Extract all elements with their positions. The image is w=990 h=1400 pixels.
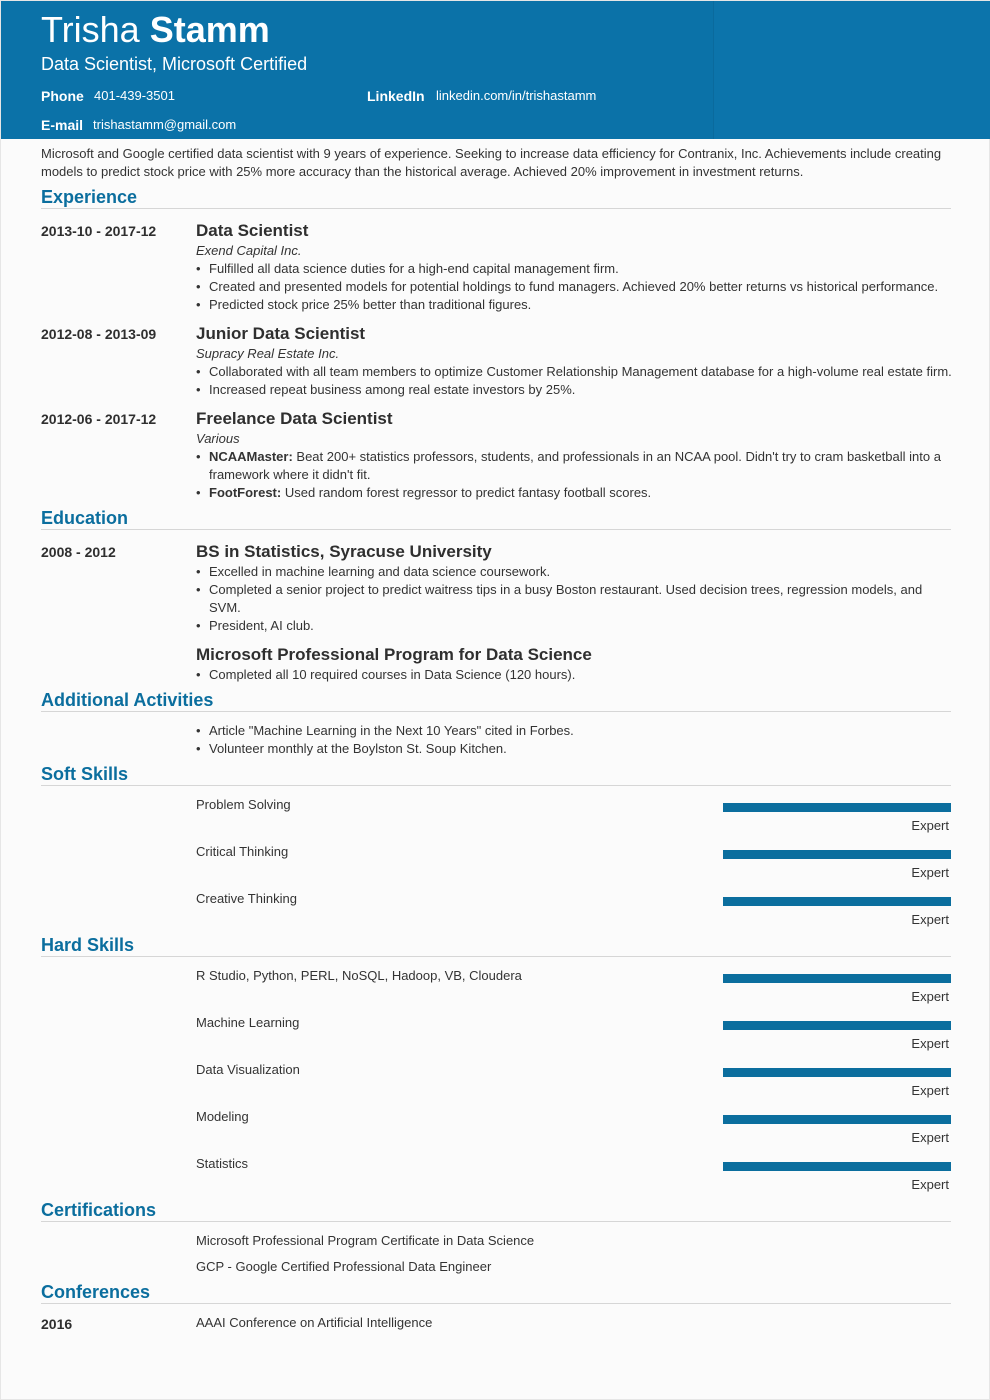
job-dates: 2013-10 - 2017-12 [41, 223, 157, 239]
job-bullets [196, 260, 953, 314]
candidate-name [41, 9, 270, 51]
skill-level-bar [723, 1068, 951, 1077]
section-title-soft-skills: Soft Skills [41, 764, 129, 784]
last-name: Stamm [149, 9, 270, 50]
certification-item: GCP - Google Certified Professional Data Engineer [196, 1259, 492, 1274]
job-bullets [196, 363, 953, 399]
section-divider [41, 956, 951, 957]
skill-name: Data Visualization [196, 1062, 300, 1077]
list-item: • Collaborated with all team members to optimize Customer Relationship Management database for a high-volume real estate firm. [196, 363, 953, 381]
project-name: NCAAMaster: [209, 449, 293, 464]
program-bullets [196, 666, 953, 684]
skill-level-bar [723, 1115, 951, 1124]
skill-level-bar [723, 803, 951, 812]
skill-level-label: Expert [911, 1036, 949, 1051]
section-divider [41, 785, 951, 786]
email-label: E-mail [41, 117, 84, 133]
job-dates: 2012-08 - 2013-09 [41, 326, 157, 342]
list-item: • Fulfilled all data science duties for a high-end capital management firm. [196, 260, 953, 278]
skill-level-bar [723, 1162, 951, 1171]
list-item: • Created and presented models for potential holdings to fund managers. Achieved 20% better returns vs historical performance. [196, 278, 953, 296]
job-company: Various [196, 431, 240, 446]
list-item: • Article "Machine Learning in the Next 10 Years" cited in Forbes. [196, 722, 953, 740]
phone-label: Phone [41, 88, 84, 104]
skill-level-label: Expert [911, 989, 949, 1004]
skill-level-bar [723, 974, 951, 983]
list-item: • Predicted stock price 25% better than traditional figures. [196, 296, 953, 314]
section-divider [41, 1221, 951, 1222]
skill-name: Machine Learning [196, 1015, 300, 1030]
skill-level-bar [723, 897, 951, 906]
section-title-certifications: Certifications [41, 1200, 157, 1220]
skill-level-label: Expert [911, 865, 949, 880]
list-item: • Completed all 10 required courses in Data Science (120 hours). [196, 666, 953, 684]
education-dates: 2008 - 2012 [41, 544, 116, 560]
first-name: Trisha [41, 9, 140, 50]
list-item: • Excelled in machine learning and data science coursework. [196, 563, 953, 581]
activities-bullets [196, 722, 953, 758]
resume-header [1, 1, 990, 139]
section-title-activities: Additional Activities [41, 690, 214, 710]
job-title: Data Scientist [196, 221, 309, 240]
list-item: • President, AI club. [196, 617, 953, 635]
section-title-conferences: Conferences [41, 1282, 151, 1302]
job-title: Junior Data Scientist [196, 324, 366, 343]
skill-name: Statistics [196, 1156, 249, 1171]
skill-name: R Studio, Python, PERL, NoSQL, Hadoop, VB, Cloudera [196, 968, 522, 983]
project-description: Used random forest regressor to predict fantasy football scores. [281, 485, 652, 500]
section-title-education: Education [41, 508, 129, 528]
list-item: • Completed a senior project to predict waitress tips in a busy Boston restaurant. Used decision trees, regression models, and SVM. [196, 581, 953, 617]
project-name: FootForest: [209, 485, 282, 500]
list-item [196, 484, 953, 502]
job-dates: 2012-06 - 2017-12 [41, 411, 157, 427]
list-item [196, 448, 953, 484]
section-divider [41, 529, 951, 530]
skill-level-label: Expert [911, 1083, 949, 1098]
job-title: Freelance Data Scientist [196, 409, 393, 428]
section-divider [41, 208, 951, 209]
job-company: Supracy Real Estate Inc. [196, 346, 340, 361]
linkedin-label: LinkedIn [367, 88, 425, 104]
conference-year: 2016 [41, 1316, 73, 1332]
skill-level-bar [723, 850, 951, 859]
candidate-subtitle: Data Scientist, Microsoft Certified [41, 54, 308, 74]
skill-level-bar [723, 1021, 951, 1030]
skill-name: Problem Solving [196, 797, 291, 812]
conference-name: AAAI Conference on Artificial Intelligence [196, 1315, 433, 1330]
skill-level-label: Expert [911, 818, 949, 833]
education-bullets [196, 563, 953, 635]
skill-level-label: Expert [911, 1130, 949, 1145]
section-title-hard-skills: Hard Skills [41, 935, 135, 955]
program-title: Microsoft Professional Program for Data Science [196, 645, 592, 664]
job-bullets [196, 448, 953, 502]
section-title-experience: Experience [41, 187, 138, 207]
skill-name: Creative Thinking [196, 891, 297, 906]
list-item: • Increased repeat business among real estate investors by 25%. [196, 381, 953, 399]
skill-name: Modeling [196, 1109, 249, 1124]
skill-name: Critical Thinking [196, 844, 289, 859]
certification-item: Microsoft Professional Program Certificate in Data Science [196, 1233, 535, 1248]
project-description: Beat 200+ statistics professors, students, and professionals in an NCAA pool. Didn't try to cram basketball into a framework where it didn't fit. [209, 449, 941, 482]
list-item: • Volunteer monthly at the Boylston St. Soup Kitchen. [196, 740, 953, 758]
skill-level-label: Expert [911, 1177, 949, 1192]
email-link[interactable]: trishastamm@gmail.com [93, 117, 237, 132]
degree-title: BS in Statistics, Syracuse University [196, 542, 492, 561]
header-accent-panel [713, 1, 990, 139]
job-company: Exend Capital Inc. [196, 243, 302, 258]
linkedin-link[interactable]: linkedin.com/in/trishastamm [436, 88, 597, 103]
skill-level-label: Expert [911, 912, 949, 927]
profile-summary: Microsoft and Google certified data scientist with 9 years of experience. Seeking to increase data efficiency for Contranix, Inc. Achievements include creating models to predict stock price with 25% more accuracy than the historical average. Achieved 20% improvement in investment returns. [41, 146, 942, 179]
section-divider [41, 711, 951, 712]
section-divider [41, 1303, 951, 1304]
phone-value[interactable]: 401-439-3501 [94, 88, 175, 103]
